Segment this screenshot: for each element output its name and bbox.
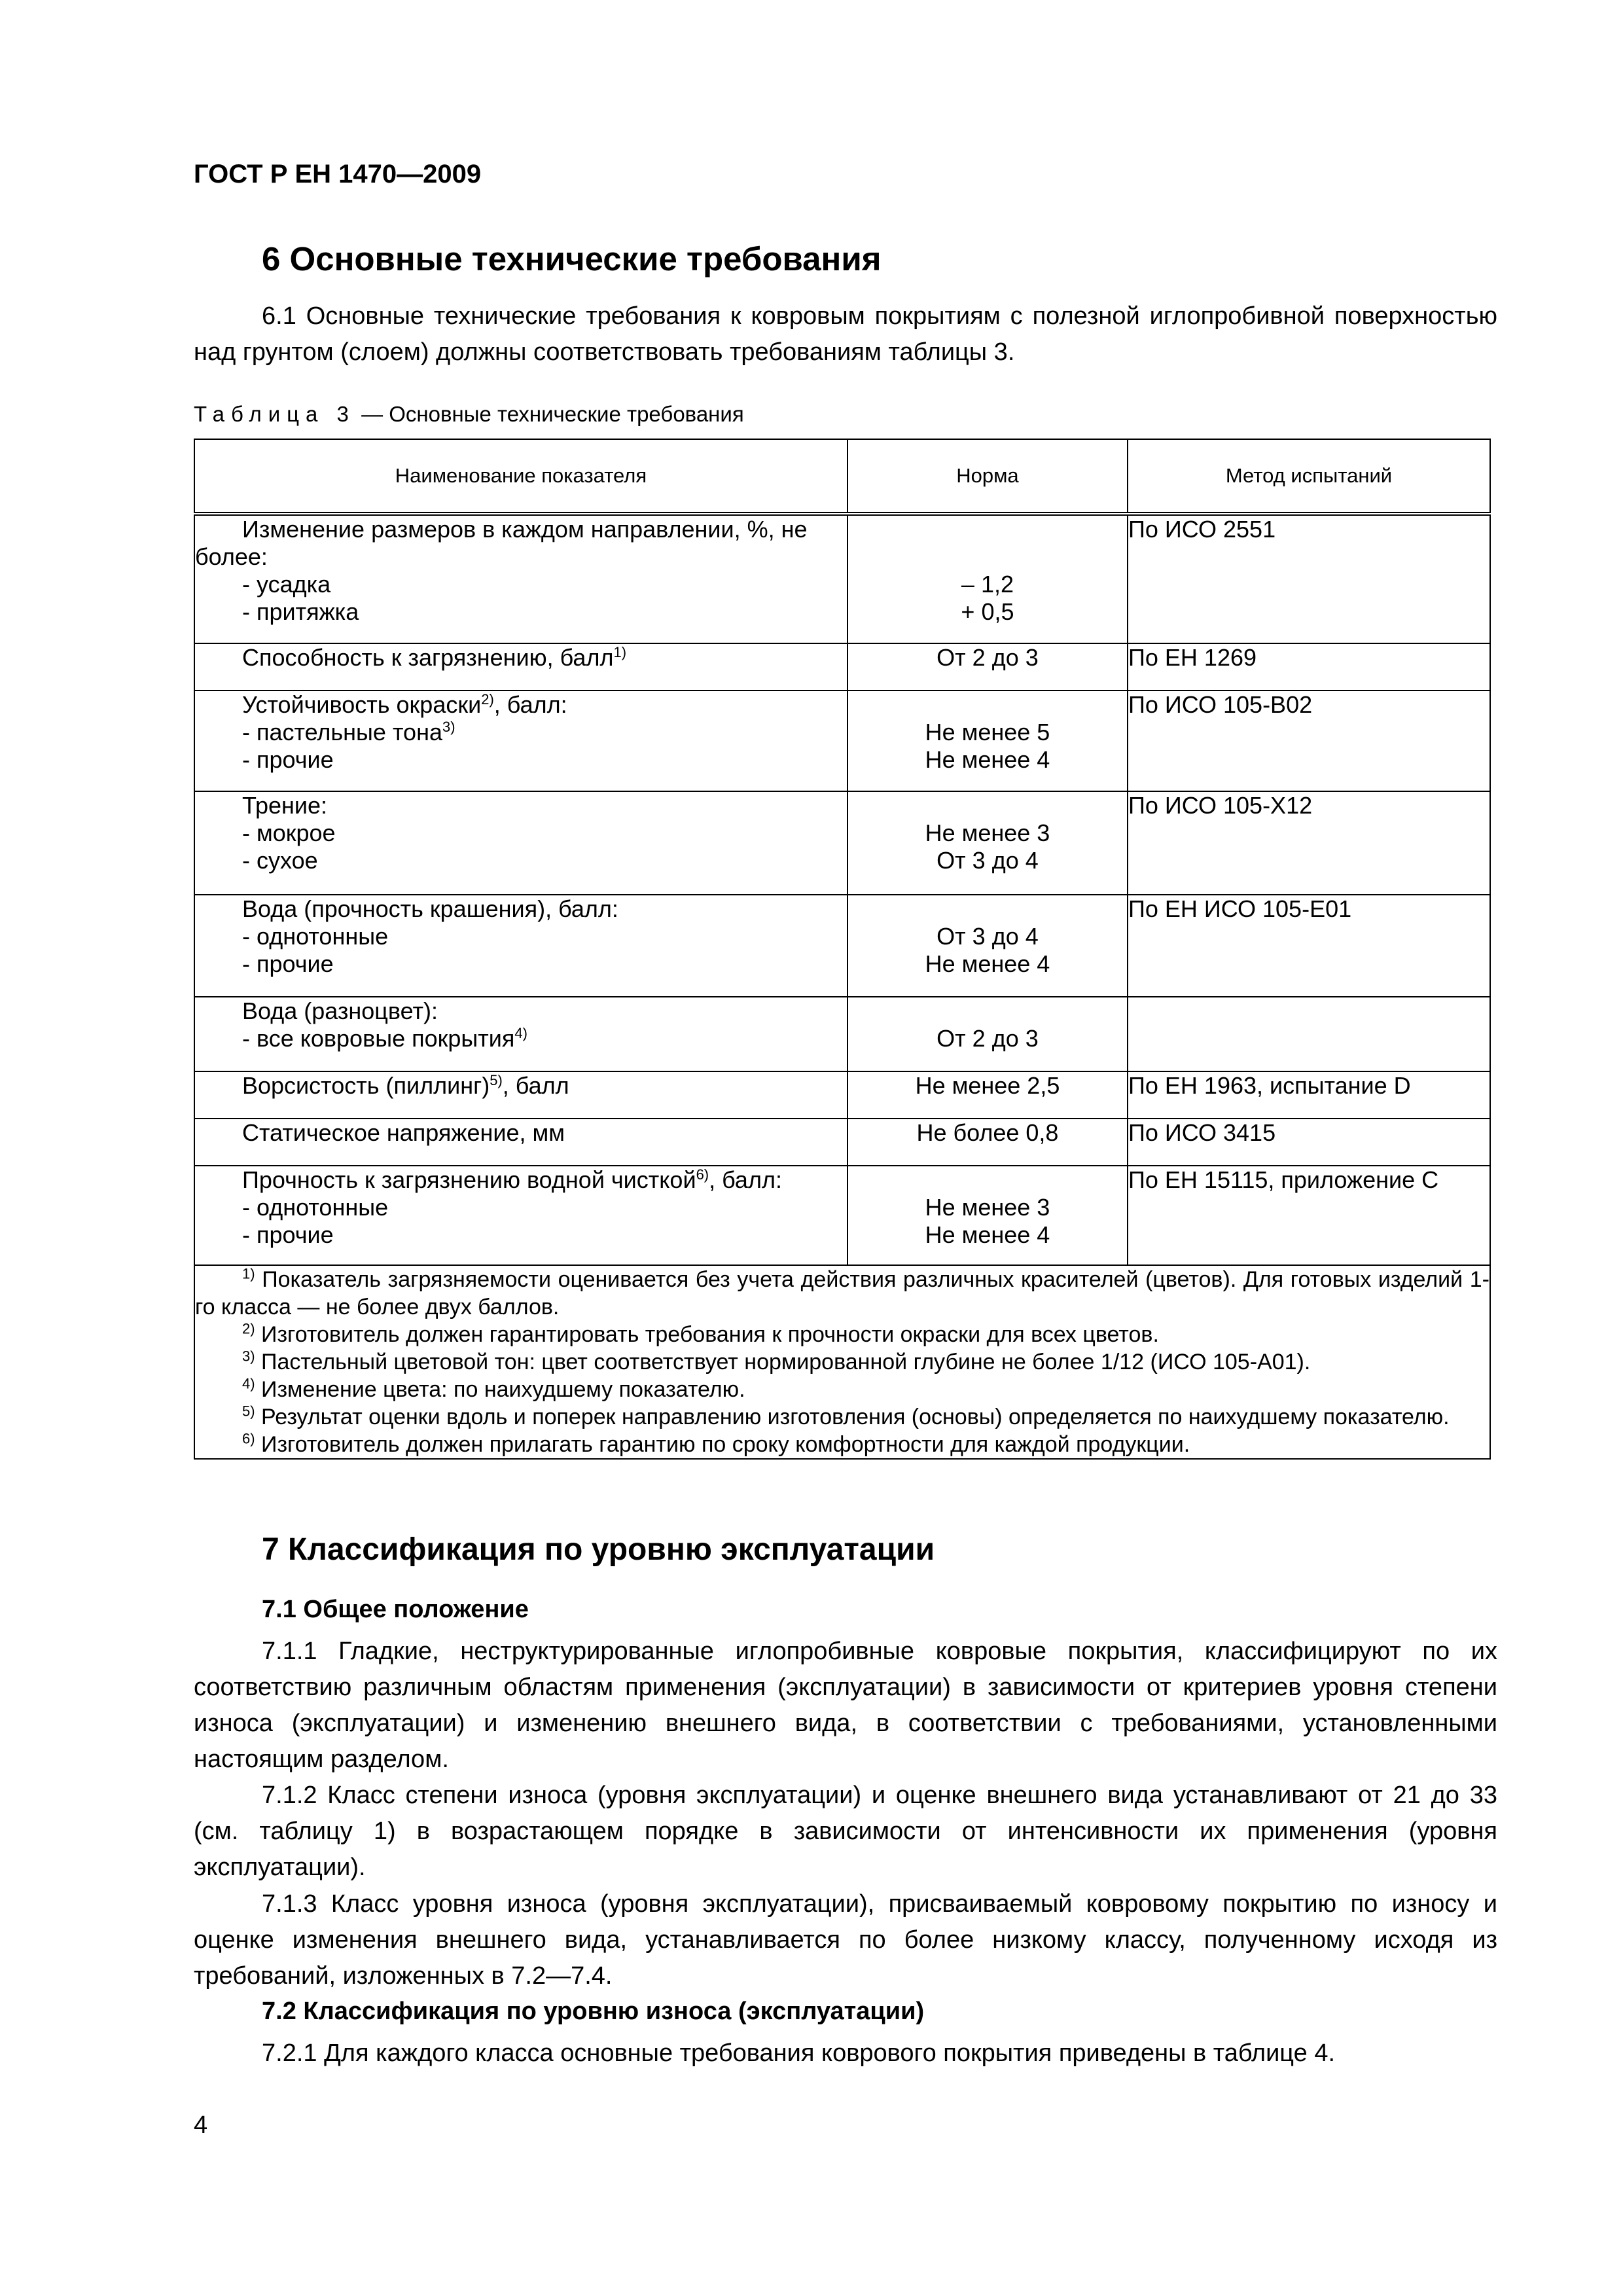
paragraph-7-1-3: 7.1.3 Класс уровня износа (уровня эксплуатации), присваиваемый ковровому покрытию по износу и оценке изменения внешнего вида, устанавливается по более низкому классу, полученному исходя из требований, изложенных в 7.2—7.4. [194, 1890, 1497, 1990]
footnote-text: Результат оценки вдоль и поперек направлению изготовления (основы) определяется по наихудшему показателю. [255, 1405, 1450, 1429]
row-title: Способность к загрязнению, балл [242, 644, 614, 671]
paragraph-7-2-1: 7.2.1 Для каждого класса основные требования коврового покрытия приведены в таблице 4. [262, 2039, 1336, 2067]
row-item: - прочие [242, 1221, 334, 1248]
row-item: - мокрое [242, 819, 336, 846]
footnote-ref: 6) [696, 1166, 709, 1183]
table-row [194, 1119, 1490, 1166]
cell-method [1128, 997, 1490, 1071]
table-notes-row [194, 1265, 1490, 1459]
footnote-ref: 1) [613, 644, 627, 660]
paragraph-6-1: 6.1 Основные технические требования к ковровым покрытиям с полезной иглопробивной поверхностью над грунтом (слоем) должны соответствовать требованиям таблицы 3. [194, 302, 1497, 366]
row-title: Трение: [242, 792, 328, 819]
table-row [194, 791, 1490, 895]
footnote-text: Изготовитель должен прилагать гарантию по сроку комфортности для каждой продукции. [255, 1432, 1190, 1457]
table-header-row [194, 439, 1490, 514]
cell-method: По ИСО 2551 [1128, 514, 1490, 643]
norm-value: Не менее 4 [925, 746, 1050, 773]
row-item: - все ковровые покрытия [242, 1025, 515, 1052]
cell-norm [847, 691, 1128, 791]
subsection-7-2-title: 7.2 Классификация по уровню износа (эксплуатации) [262, 1998, 925, 2025]
row-item: - прочие [242, 950, 334, 977]
footnote-mark: 2) [242, 1320, 255, 1337]
cell-norm: От 2 до 3 [847, 643, 1128, 691]
row-item: - однотонные [242, 1194, 389, 1221]
cell-name [194, 791, 847, 895]
norm-value: – 1,2 [961, 571, 1014, 598]
footnote [195, 1321, 1489, 1348]
cell-norm [847, 997, 1128, 1071]
cell-name [194, 997, 847, 1071]
norm-value: От 3 до 4 [936, 923, 1039, 950]
paragraph-7-1-2: 7.1.2 Класс степени износа (уровня эксплуатации) и оценке внешнего вида устанавливают от 21 до 33 (см. таблицу 1) в возрастающем порядке в зависимости от интенсивности их применения (уровня эксплуатации). [194, 1782, 1497, 1881]
table-row [194, 997, 1490, 1071]
footnote-mark: 1) [242, 1265, 255, 1282]
cell-name [194, 514, 847, 643]
footnote-mark: 3) [242, 1348, 255, 1365]
cell-method: По ЕН ИСО 105-Е01 [1128, 895, 1490, 997]
footnote-text: Изменение цвета: по наихудшему показателю. [255, 1377, 745, 1402]
cell-method: По ИСО 105-В02 [1128, 691, 1490, 791]
row-title: Вода (прочность крашения), балл: [242, 895, 618, 922]
footnote [195, 1431, 1489, 1458]
cell-norm: Не менее 2,5 [847, 1071, 1128, 1119]
table-row [194, 1166, 1490, 1265]
footnote-ref: 5) [490, 1072, 503, 1088]
table-row [194, 691, 1490, 791]
footnote [195, 1266, 1489, 1321]
norm-value: От 2 до 3 [936, 1025, 1039, 1052]
cell-norm: Не более 0,8 [847, 1119, 1128, 1166]
norm-value: Не менее 4 [925, 1221, 1050, 1248]
subsection-7-1-title: 7.1 Общее положение [262, 1596, 529, 1623]
cell-norm [847, 895, 1128, 997]
table-notes [194, 1265, 1490, 1459]
footnote [195, 1348, 1489, 1376]
page-number: 4 [194, 2111, 208, 2139]
section-7-title: 7 Классификация по уровню эксплуатации [262, 1532, 935, 1567]
header-cell-name: Наименование показателя [194, 439, 847, 514]
cell-method: По ЕН 1963, испытание D [1128, 1071, 1490, 1119]
row-title-suffix: , балл: [493, 691, 567, 718]
cell-method: По ИСО 3415 [1128, 1119, 1490, 1166]
cell-method: По ЕН 15115, приложение С [1128, 1166, 1490, 1265]
cell-norm [847, 791, 1128, 895]
cell-name [194, 1071, 847, 1119]
cell-method: По ЕН 1269 [1128, 643, 1490, 691]
document-header: ГОСТ Р ЕН 1470—2009 [194, 160, 482, 188]
row-title: Статическое напряжение, мм [242, 1119, 565, 1146]
row-item: - притяжка [242, 598, 359, 625]
cell-name [194, 643, 847, 691]
table-3-caption-text: — Основные технические требования [355, 402, 744, 426]
paragraph-7-1-1: 7.1.1 Гладкие, неструктурированные иглопробивные ковровые покрытия, классифицируют по их соответствию различным областям применения (эксплуатации) в зависимости от критериев уровня степени износа (эксплуатации) и изменению внешнего вида, в соответствии с требованиями, установленными настоящим разделом. [194, 1638, 1497, 1773]
header-cell-method: Метод испытаний [1128, 439, 1490, 514]
row-title: Вода (разноцвет): [242, 997, 438, 1024]
cell-name [194, 1166, 847, 1265]
row-item: - сухое [242, 847, 318, 874]
footnote-mark: 4) [242, 1375, 255, 1392]
norm-value: Не менее 3 [925, 1194, 1050, 1221]
table-3-caption-prefix: Таблица 3 [194, 402, 355, 426]
row-title-suffix: , балл: [709, 1166, 782, 1193]
header-cell-norm: Норма [847, 439, 1128, 514]
row-title: Ворсистость (пиллинг) [242, 1072, 490, 1099]
cell-name [194, 1119, 847, 1166]
table-row [194, 1071, 1490, 1119]
footnote-text: Пастельный цветовой тон: цвет соответствует нормированной глубине не более 1/12 (ИСО 105-А01). [255, 1350, 1311, 1374]
cell-norm [847, 514, 1128, 643]
footnote-ref: 4) [514, 1025, 527, 1041]
row-title-suffix: , балл [502, 1072, 569, 1099]
row-item: - усадка [242, 571, 331, 598]
norm-value: Не менее 3 [925, 819, 1050, 846]
footnote-ref: 3) [442, 719, 455, 735]
norm-value: Не менее 5 [925, 719, 1050, 745]
table-row [194, 514, 1490, 643]
norm-value: + 0,5 [961, 598, 1014, 625]
table-3-caption [194, 402, 744, 427]
row-item: - прочие [242, 746, 334, 773]
norm-value: От 3 до 4 [936, 847, 1039, 874]
cell-name [194, 691, 847, 791]
row-title: Изменение размеров в каждом направлении, %, не более: [195, 516, 808, 570]
footnote-mark: 6) [242, 1430, 255, 1447]
row-title: Устойчивость окраски [242, 691, 482, 718]
footnote-text: Изготовитель должен гарантировать требования к прочности окраски для всех цветов. [255, 1322, 1159, 1347]
cell-method: По ИСО 105-Х12 [1128, 791, 1490, 895]
table-row [194, 895, 1490, 997]
cell-name [194, 895, 847, 997]
footnote-text: Показатель загрязняемости оценивается без учета действия различных красителей (цветов). Для готовых изделий 1-го класса — не более двух баллов. [195, 1267, 1489, 1319]
table-row [194, 643, 1490, 691]
norm-value: Не менее 4 [925, 950, 1050, 977]
section-6-title: 6 Основные технические требования [262, 240, 882, 278]
footnote [195, 1403, 1489, 1431]
row-title: Прочность к загрязнению водной чисткой [242, 1166, 696, 1193]
footnote [195, 1376, 1489, 1403]
footnote-mark: 5) [242, 1403, 255, 1420]
cell-norm [847, 1166, 1128, 1265]
row-item: - пастельные тона [242, 719, 442, 745]
footnote-ref: 2) [481, 691, 494, 708]
table-3 [194, 439, 1491, 1460]
row-item: - однотонные [242, 923, 389, 950]
